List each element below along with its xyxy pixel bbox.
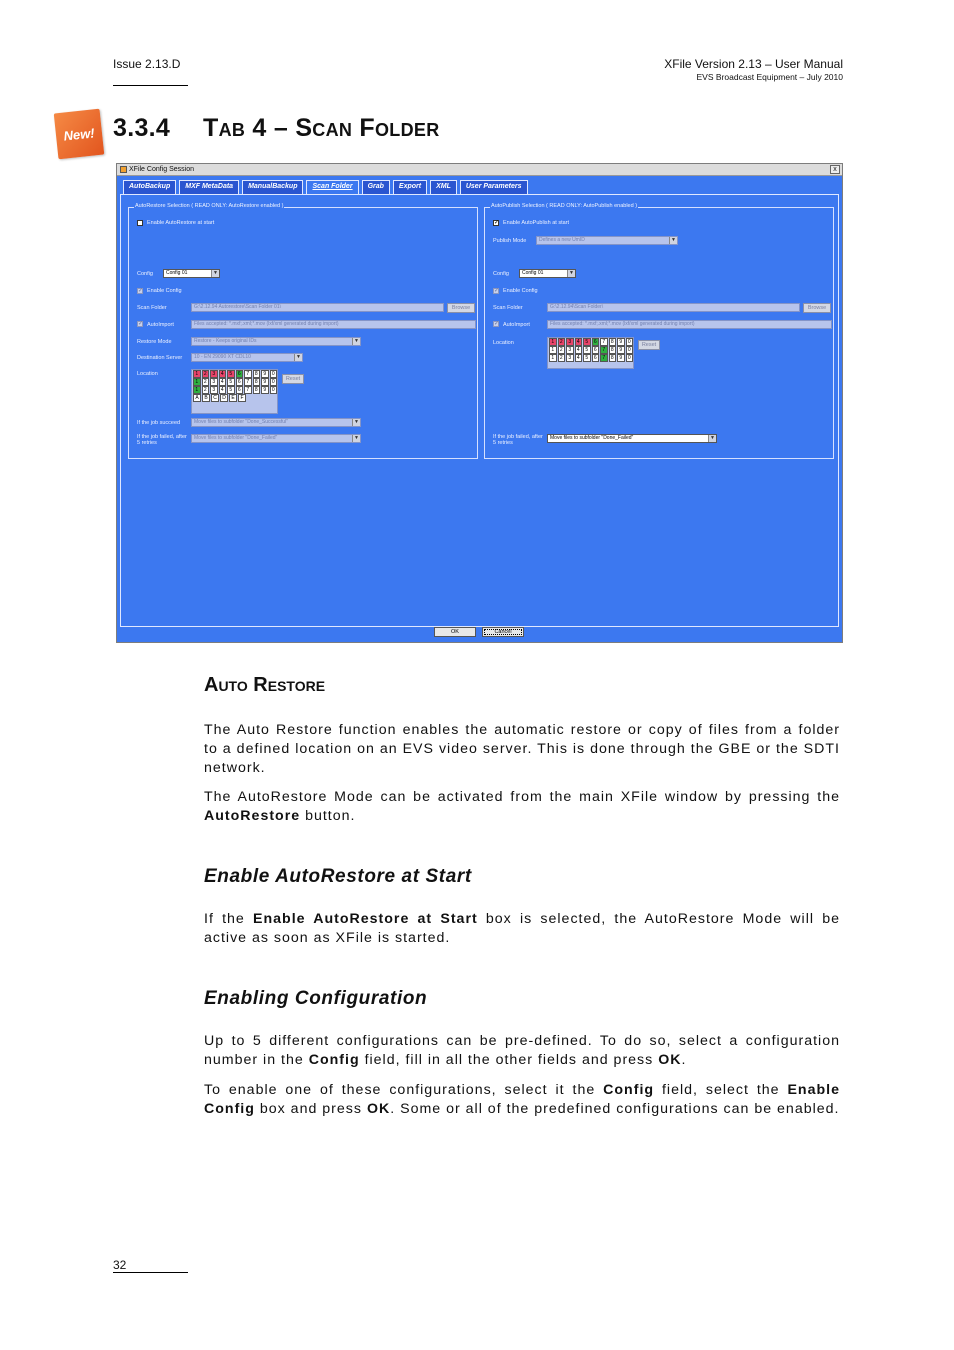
- scan-folder-input[interactable]: G:\2.12.94 Autorestore\Scan Folder 01\: [191, 303, 444, 312]
- location-cell[interactable]: 9: [617, 346, 625, 354]
- autoimport-label: AutoImport: [147, 322, 174, 328]
- destination-server-select[interactable]: [191, 353, 303, 362]
- location-cell[interactable]: 3: [210, 370, 218, 378]
- location-cell[interactable]: 6: [236, 386, 244, 394]
- text-run: If the: [204, 911, 254, 927]
- enabling-configuration-paragraph-1: [204, 1032, 840, 1070]
- new-badge: New!: [54, 109, 105, 160]
- restore-mode-label: Restore Mode: [137, 339, 172, 345]
- scan-folder-panel: [120, 194, 839, 627]
- reset-button[interactable]: Reset: [282, 374, 304, 384]
- location-cell[interactable]: 2: [202, 386, 210, 394]
- location-cell[interactable]: 8: [609, 354, 617, 362]
- location-row: [548, 354, 633, 362]
- location-cell[interactable]: 7: [244, 386, 252, 394]
- location-cell[interactable]: 5: [583, 354, 591, 362]
- location-cell[interactable]: 8: [253, 370, 261, 378]
- location-row: [192, 394, 277, 402]
- text-run: button.: [300, 808, 356, 824]
- tab-user-parameters[interactable]: User Parameters: [460, 180, 528, 194]
- autorestore-group: [128, 203, 478, 459]
- location-cell[interactable]: 8: [253, 378, 261, 386]
- browse-button[interactable]: Browse: [803, 303, 831, 313]
- location-cell[interactable]: 3: [566, 354, 574, 362]
- autoimport-checkbox[interactable]: ✓: [494, 321, 500, 327]
- location-cell[interactable]: 8: [609, 346, 617, 354]
- autoimport-checkbox[interactable]: ✓: [138, 321, 144, 327]
- ok-button[interactable]: OK: [434, 627, 476, 637]
- location-label: Location: [137, 371, 158, 377]
- publish-mode-select[interactable]: [536, 236, 678, 245]
- location-row: [548, 346, 633, 354]
- location-cell[interactable]: D: [220, 394, 228, 402]
- close-icon[interactable]: x: [830, 165, 840, 174]
- location-grid: [547, 337, 634, 369]
- location-cell[interactable]: 9: [617, 354, 625, 362]
- location-cell[interactable]: 2: [558, 354, 566, 362]
- location-cell[interactable]: 0: [626, 354, 634, 362]
- success-label: If the job succeed: [137, 420, 181, 426]
- location-cell[interactable]: F: [238, 394, 246, 402]
- document-header: [664, 57, 843, 83]
- enable-autorestore-checkbox[interactable]: [137, 220, 143, 226]
- location-row: [192, 378, 277, 386]
- location-cell[interactable]: 9: [261, 370, 269, 378]
- autopublish-group-title: AutoPublish Selection ( READ ONLY: AutoPublish enabled ): [491, 203, 638, 209]
- location-cell[interactable]: B: [202, 394, 210, 402]
- chevron-down-icon: ▼: [352, 419, 360, 426]
- auto-restore-paragraph-1: The Auto Restore function enables the automatic restore or copy of files from a folder to a defined location on an EVS video server. This is done through the GBE or the SDTI network.: [204, 722, 840, 776]
- location-cell[interactable]: 1: [549, 346, 557, 354]
- location-label: Location: [493, 340, 514, 346]
- autoimport-filter: Files accepted: *.mxf;.xml;*.mov (lxf/xml generated during import): [547, 320, 832, 329]
- location-cell[interactable]: A: [193, 394, 201, 402]
- location-cell[interactable]: 2: [558, 338, 566, 346]
- browse-button[interactable]: Browse: [447, 303, 475, 313]
- location-cell[interactable]: 0: [270, 378, 278, 386]
- location-cell[interactable]: 6: [592, 354, 600, 362]
- window-title: XFile Config Session: [129, 166, 194, 173]
- section-heading: [113, 114, 440, 143]
- section-title: Tab 4 – Scan Folder: [203, 114, 440, 142]
- scan-folder-label: Scan Folder: [493, 305, 523, 311]
- document-title: XFile Version 2.13 – User Manual: [664, 57, 843, 71]
- location-cell[interactable]: 0: [626, 346, 634, 354]
- location-cell[interactable]: 5: [227, 386, 235, 394]
- location-cell[interactable]: 4: [219, 386, 227, 394]
- bold-term: OK: [658, 1052, 682, 1068]
- location-cell[interactable]: 5: [583, 338, 591, 346]
- location-cell[interactable]: 3: [210, 378, 218, 386]
- config-select[interactable]: [519, 269, 576, 278]
- location-cell[interactable]: 1: [549, 354, 557, 362]
- location-cell[interactable]: 7: [244, 378, 252, 386]
- failed-action-select[interactable]: [191, 434, 361, 443]
- chevron-down-icon: ▼: [352, 338, 360, 345]
- location-cell[interactable]: 9: [261, 378, 269, 386]
- enabling-configuration-paragraph-2: [204, 1081, 840, 1119]
- location-cell[interactable]: 0: [270, 370, 278, 378]
- app-icon: [120, 166, 127, 173]
- chevron-down-icon: ▼: [567, 270, 575, 277]
- tab-scan-folder[interactable]: Scan Folder: [306, 180, 358, 194]
- location-cell[interactable]: 1: [549, 338, 557, 346]
- location-cell[interactable]: 4: [575, 354, 583, 362]
- text-run: field, select the: [654, 1082, 788, 1098]
- location-row: [548, 338, 633, 346]
- bold-term: Enable AutoRestore at Start: [253, 911, 478, 927]
- enable-config-label: Enable Config: [503, 288, 538, 294]
- success-action-value: Move files to subfolder "Done_Successful": [194, 419, 288, 425]
- enable-autorestore-label: Enable AutoRestore at start: [147, 220, 215, 226]
- enable-autopublish-label: Enable AutoPublish at start: [503, 220, 570, 226]
- scan-folder-input[interactable]: G:\2.12.94\Scan Folder\: [547, 303, 800, 312]
- tab-mxf-metadata[interactable]: MXF MetaData: [179, 180, 239, 194]
- autopublish-group: [484, 203, 834, 459]
- scan-folder-label: Scan Folder: [137, 305, 167, 311]
- text-run: field, fill in all the other fields and press: [359, 1052, 659, 1068]
- chevron-down-icon: ▼: [352, 435, 360, 442]
- location-cell[interactable]: 9: [261, 386, 269, 394]
- location-cell[interactable]: 6: [236, 378, 244, 386]
- location-cell[interactable]: 4: [219, 370, 227, 378]
- enabling-configuration-heading: Enabling Configuration: [204, 988, 428, 1009]
- location-cell[interactable]: 3: [566, 338, 574, 346]
- location-row: [192, 370, 277, 378]
- location-cell[interactable]: C: [211, 394, 219, 402]
- tab-manualbackup[interactable]: ManualBackup: [242, 180, 303, 194]
- chevron-down-icon: ▼: [294, 354, 302, 361]
- destination-server-label: Destination Server: [137, 355, 183, 361]
- failed-action-value: Move files to subfolder "Done_Failed": [194, 435, 278, 441]
- autorestore-group-title: AutoRestore Selection ( READ ONLY: AutoRestore enabled ): [135, 203, 284, 209]
- text-run: box is selected, the AutoRestore Mode will be active as soon as XFile is started.: [204, 911, 840, 946]
- failed-label: If the job failed, after 5 retries: [493, 434, 543, 446]
- location-cell[interactable]: 4: [219, 378, 227, 386]
- page-number: 32: [113, 1258, 127, 1272]
- autoimport-filter: Files accepted: *.mxf;.xml;*.mov (lxf/xml generated during import): [191, 320, 476, 329]
- enable-autopublish-checkbox[interactable]: ✓: [494, 220, 500, 226]
- location-row: [192, 386, 277, 394]
- location-cell[interactable]: 5: [227, 378, 235, 386]
- location-cell[interactable]: 7: [600, 354, 608, 362]
- reset-button[interactable]: Reset: [638, 340, 660, 350]
- failed-action-value: Move files to subfolder "Done_Failed": [550, 435, 634, 441]
- location-cell[interactable]: 1: [193, 378, 201, 386]
- config-select-value: Config 01: [166, 270, 188, 276]
- location-cell[interactable]: 5: [227, 370, 235, 378]
- tab-grab[interactable]: Grab: [362, 180, 390, 194]
- location-cell[interactable]: 4: [575, 346, 583, 354]
- location-cell[interactable]: 7: [600, 338, 608, 346]
- bold-term: Config: [603, 1082, 655, 1098]
- location-cell[interactable]: 0: [626, 338, 634, 346]
- cancel-button[interactable]: Cancel: [482, 627, 524, 637]
- config-label: Config: [493, 271, 509, 277]
- failed-action-select[interactable]: [547, 434, 717, 443]
- footer-divider: [113, 1272, 188, 1273]
- location-cell[interactable]: 2: [202, 378, 210, 386]
- enable-config-label: Enable Config: [147, 288, 182, 294]
- section-number: 3.3.4: [113, 114, 171, 142]
- location-cell[interactable]: 8: [253, 386, 261, 394]
- destination-server-value: 10 - EN 29090 XT CDL10: [194, 354, 251, 360]
- tab-xml[interactable]: XML: [430, 180, 457, 194]
- location-cell[interactable]: 4: [575, 338, 583, 346]
- enable-at-start-paragraph: [204, 910, 840, 948]
- restore-mode-select[interactable]: [191, 337, 361, 346]
- config-session-window: [116, 163, 843, 643]
- location-cell[interactable]: 6: [236, 370, 244, 378]
- text-run: To enable one of these configurations, select it the: [204, 1082, 604, 1098]
- location-cell[interactable]: 7: [600, 346, 608, 354]
- enable-config-checkbox[interactable]: ✓: [494, 288, 500, 294]
- enable-at-start-heading: Enable AutoRestore at Start: [204, 866, 472, 887]
- restore-mode-value: Restore - Keeps original IDs: [194, 338, 257, 344]
- location-cell[interactable]: E: [229, 394, 237, 402]
- text-run: The AutoRestore Mode can be activated from the main XFile window by pressing the: [204, 789, 840, 805]
- autoimport-label: AutoImport: [503, 322, 530, 328]
- chevron-down-icon: ▼: [211, 270, 219, 277]
- document-subtitle: EVS Broadcast Equipment – July 2010: [696, 72, 843, 82]
- location-cell[interactable]: 5: [583, 346, 591, 354]
- tab-autobackup[interactable]: AutoBackup: [123, 180, 176, 194]
- text-run: .: [681, 1052, 687, 1068]
- location-cell[interactable]: 3: [210, 386, 218, 394]
- location-cell[interactable]: 6: [592, 338, 600, 346]
- location-cell[interactable]: 9: [617, 338, 625, 346]
- bold-term: AutoRestore: [204, 808, 301, 824]
- enable-config-checkbox[interactable]: ✓: [138, 288, 144, 294]
- window-titlebar: [117, 164, 842, 176]
- publish-mode-value: Defines a new UmID: [539, 237, 585, 243]
- auto-restore-paragraph-2: [204, 788, 840, 826]
- location-cell[interactable]: 2: [202, 370, 210, 378]
- auto-restore-heading: Auto Restore: [204, 674, 326, 696]
- success-action-select[interactable]: [191, 418, 361, 427]
- text-run: box and press: [254, 1101, 367, 1117]
- location-cell[interactable]: 2: [558, 346, 566, 354]
- location-cell[interactable]: 8: [609, 338, 617, 346]
- config-label: Config: [137, 271, 153, 277]
- location-cell[interactable]: 0: [270, 386, 278, 394]
- chevron-down-icon: ▼: [669, 237, 677, 244]
- tab-bar: [123, 180, 528, 194]
- tab-export[interactable]: Export: [393, 180, 427, 194]
- bold-term: Config: [308, 1052, 360, 1068]
- failed-label: If the job failed, after 5 retries: [137, 434, 187, 446]
- chevron-down-icon: ▼: [708, 435, 716, 442]
- publish-mode-label: Publish Mode: [493, 238, 527, 244]
- location-cell[interactable]: 6: [592, 346, 600, 354]
- text-run: Up to 5 different configurations can be pre-defined. To do so, select a configuration number in the: [204, 1033, 840, 1068]
- location-cell[interactable]: 1: [193, 386, 201, 394]
- issue-label: Issue 2.13.D: [113, 57, 181, 71]
- location-grid: [191, 369, 278, 414]
- location-cell[interactable]: 3: [566, 346, 574, 354]
- header-divider: [113, 85, 188, 86]
- location-cell[interactable]: 7: [244, 370, 252, 378]
- config-select[interactable]: [163, 269, 220, 278]
- location-cell[interactable]: 1: [193, 370, 201, 378]
- config-select-value: Config 01: [522, 270, 544, 276]
- bold-term: OK: [366, 1101, 391, 1117]
- text-run: . Some or all of the predefined configurations can be enabled.: [390, 1101, 840, 1117]
- bold-term: Enable Config: [204, 1082, 840, 1117]
